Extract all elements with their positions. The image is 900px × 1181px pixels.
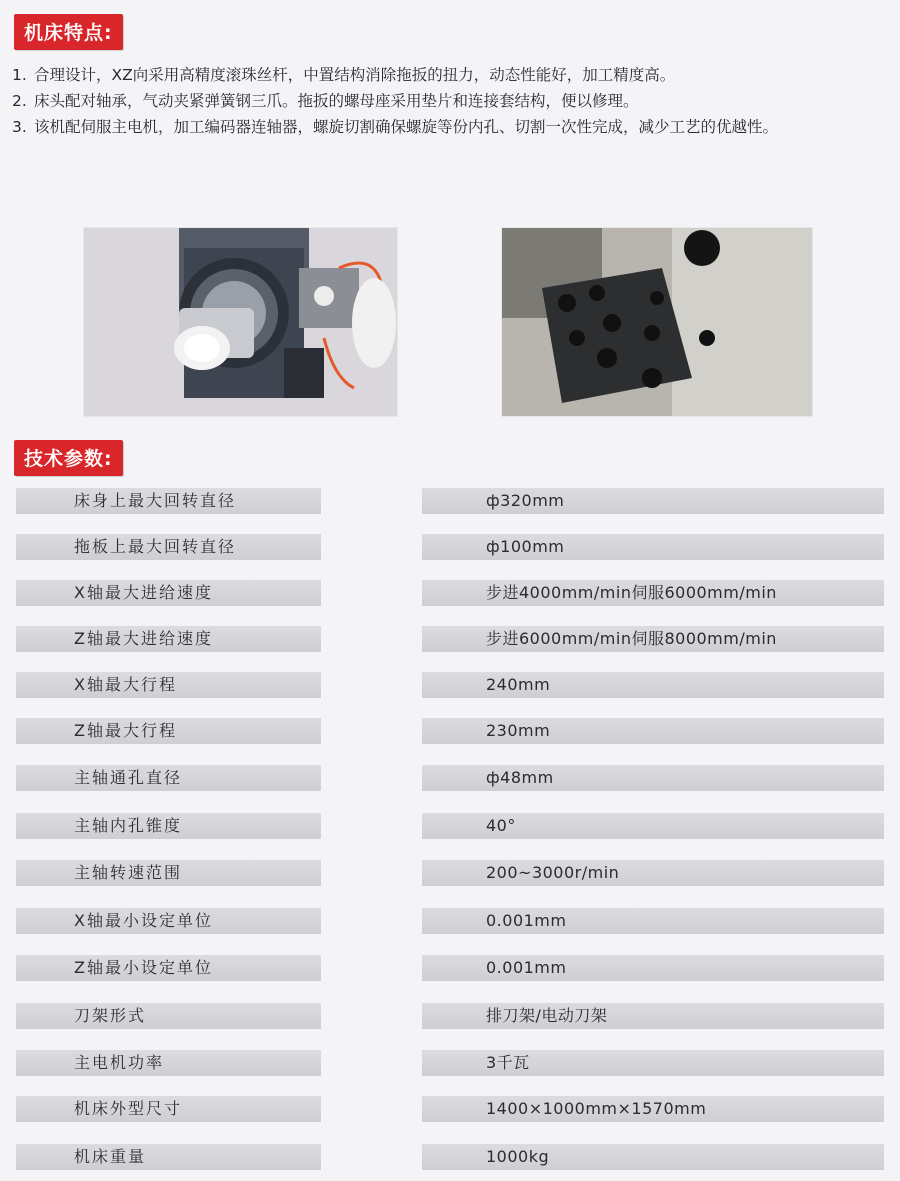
spec-value: 排刀架/电动刀架 xyxy=(422,1003,884,1029)
spec-value: 230mm xyxy=(422,718,884,744)
spec-label: X轴最小设定单位 xyxy=(16,908,321,934)
spec-row xyxy=(0,672,900,698)
spec-value: ф320mm xyxy=(422,488,884,514)
spec-row xyxy=(0,908,900,934)
specs-heading: 技术参数: xyxy=(14,440,123,476)
spec-label: 机床外型尺寸 xyxy=(16,1096,321,1122)
feature-text: 床头配对轴承，气动夹紧弹簧钢三爪。拖扳的螺母座采用垫片和连接套结构，便以修理。 xyxy=(34,92,639,110)
feature-number: 1. xyxy=(12,66,27,84)
spec-label: 主轴内孔锥度 xyxy=(16,813,321,839)
spec-label: 刀架形式 xyxy=(16,1003,321,1029)
spec-value: ф48mm xyxy=(422,765,884,791)
spec-label: 主轴转速范围 xyxy=(16,860,321,886)
spec-value: 1400×1000mm×1570mm xyxy=(422,1096,884,1122)
tool-plate-photo xyxy=(502,228,812,416)
feature-text: 该机配伺服主电机，加工编码器连轴器，螺旋切割确保螺旋等份内孔、切割一次性完成，减少工艺的优越性。 xyxy=(34,118,779,136)
spec-label: 机床重量 xyxy=(16,1144,321,1170)
spec-value: 步进6000mm/min伺服8000mm/min xyxy=(422,626,884,652)
feature-text: 合理设计，XZ向采用高精度滚珠丝杆，中置结构消除拖扳的扭力，动态性能好，加工精度高。 xyxy=(34,66,676,84)
feature-item-2 xyxy=(12,88,882,114)
spec-row xyxy=(0,1003,900,1029)
spec-row xyxy=(0,1050,900,1076)
spec-row xyxy=(0,1144,900,1170)
spec-row xyxy=(0,1096,900,1122)
spec-row xyxy=(0,626,900,652)
spec-value: 240mm xyxy=(422,672,884,698)
spec-value: 0.001mm xyxy=(422,908,884,934)
spec-value: ф100mm xyxy=(422,534,884,560)
spec-label: Z轴最大进给速度 xyxy=(16,626,321,652)
spec-row xyxy=(0,765,900,791)
spec-label: Z轴最小设定单位 xyxy=(16,955,321,981)
spec-label: X轴最大进给速度 xyxy=(16,580,321,606)
spec-row xyxy=(0,860,900,886)
spec-value: 0.001mm xyxy=(422,955,884,981)
features-list xyxy=(12,62,882,140)
spec-value: 3千瓦 xyxy=(422,1050,884,1076)
spec-label: 床身上最大回转直径 xyxy=(16,488,321,514)
spec-label: 主轴通孔直径 xyxy=(16,765,321,791)
spec-value: 1000kg xyxy=(422,1144,884,1170)
spec-row xyxy=(0,955,900,981)
spec-label: 主电机功率 xyxy=(16,1050,321,1076)
spindle-chuck-photo xyxy=(84,228,397,416)
feature-number: 3. xyxy=(12,118,27,136)
spec-value: 40° xyxy=(422,813,884,839)
spec-label: 拖板上最大回转直径 xyxy=(16,534,321,560)
spec-row xyxy=(0,534,900,560)
spec-row xyxy=(0,813,900,839)
feature-item-3 xyxy=(12,114,882,140)
spec-label: X轴最大行程 xyxy=(16,672,321,698)
spec-value: 步进4000mm/min伺服6000mm/min xyxy=(422,580,884,606)
features-heading: 机床特点: xyxy=(14,14,123,50)
spec-label: Z轴最大行程 xyxy=(16,718,321,744)
spec-value: 200~3000r/min xyxy=(422,860,884,886)
spec-row xyxy=(0,488,900,514)
spec-row xyxy=(0,580,900,606)
feature-item-1 xyxy=(12,62,882,88)
feature-number: 2. xyxy=(12,92,27,110)
spec-row xyxy=(0,718,900,744)
